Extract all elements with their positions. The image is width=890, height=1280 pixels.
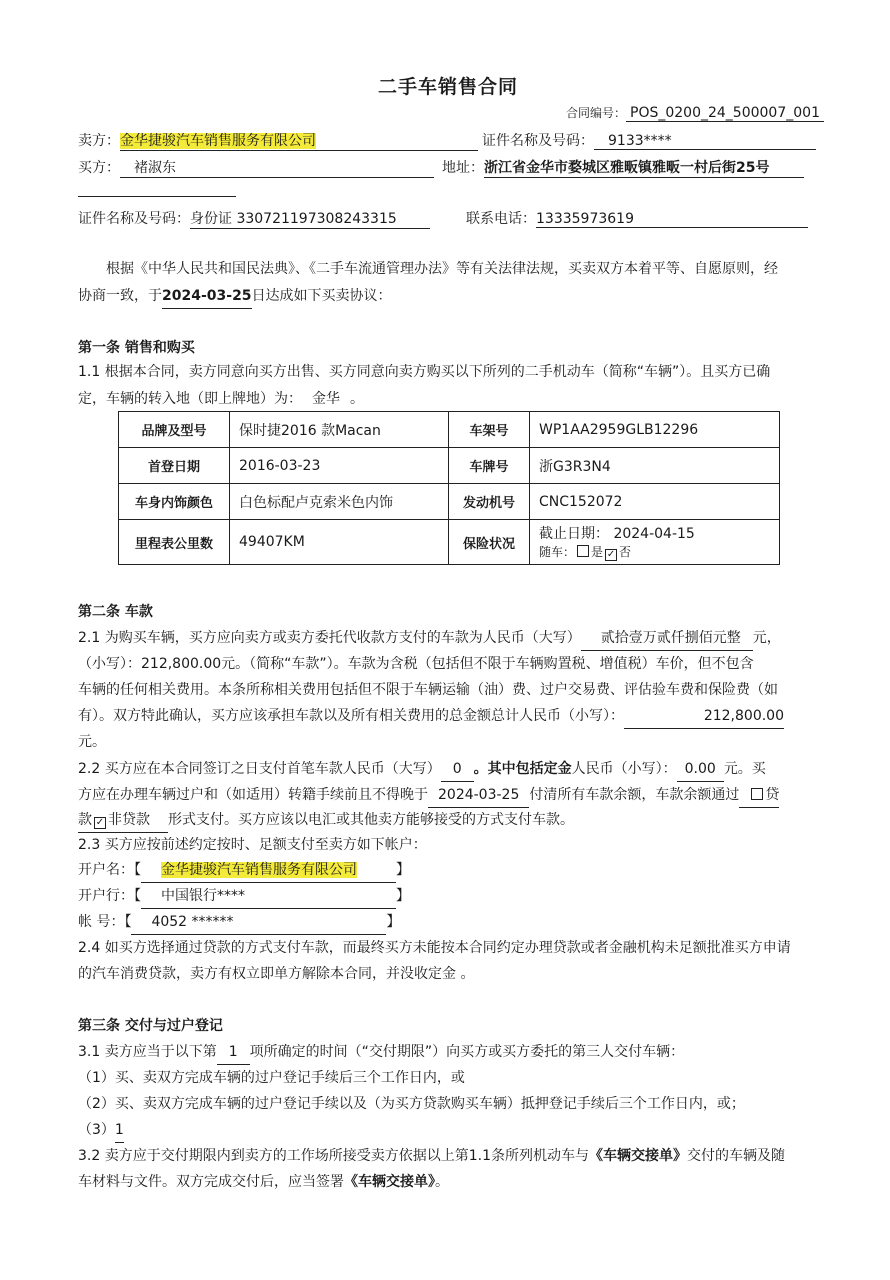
art2-p22-1: 2.2 买方应在本合同签订之日支付首笔车款人民币（大写） 0 。其中包括定金人民币（小写）： 0.00 元。买 xyxy=(78,757,766,782)
seller-row: 卖方：金华捷骏汽车销售服务有限公司 xyxy=(78,130,478,151)
intro-line-1: 根据《中华人民共和国民法典》、《二手车流通管理办法》等有关法律法规，买卖双方本着平等、自愿原则，经 xyxy=(106,261,778,277)
checkbox-checked-icon: ✓ xyxy=(95,817,105,828)
art2-p24-2: 的汽车消费贷款，卖方有权立即单方解除本合同，并没收定金 。 xyxy=(78,966,475,982)
art2-p22-3: 款 ✓ 非贷款 形式支付。买方应该以电汇或其他卖方能够接受的方式支付车款。 xyxy=(78,808,574,833)
account-name-row: 开户名：【 金华捷骏汽车销售服务有限公司 】 xyxy=(78,858,410,883)
article-2-heading: 第二条 车款 xyxy=(78,604,153,620)
buyer-address: 地址：浙江省金华市婺城区雅畈镇雅畈一村后街25号 xyxy=(442,157,804,178)
account-number-row: 帐 号：【 4052 ****** 】 xyxy=(78,910,400,935)
address-continuation-line xyxy=(78,196,236,197)
checkbox-checked-icon: ✓ xyxy=(606,549,616,560)
insurance-with-car: 随车： 是 ✓ 否 xyxy=(539,545,632,560)
seller-name: 金华捷骏汽车销售服务有限公司 xyxy=(120,130,478,151)
art2-p21-1: 2.1 为购买车辆，买方应向卖方或卖方委托代收款方支付的车款为人民币（大写） 贰拾壹万贰仟捌佰元整 元， xyxy=(78,626,781,651)
art3-opt3: （3）1 xyxy=(78,1118,124,1143)
vehicle-table xyxy=(118,411,780,565)
loan-option: 贷 xyxy=(739,783,779,808)
seller-id: 证件名称及号码： 9133**** xyxy=(482,130,816,150)
art2-p21-5: 元。 xyxy=(78,734,106,750)
art2-p21-4: 有）。双方特此确认，买方应该承担车款以及所有相关费用的总金额总计人民币（小写）： 212,800.00 xyxy=(78,704,784,729)
insurance-cell: 截止日期： 2024-04-15 随车： 是 ✓ 否 xyxy=(530,520,780,565)
page-title: 二手车销售合同 xyxy=(378,76,519,98)
article-3-heading: 第三条 交付与过户登记 xyxy=(78,1018,223,1034)
table-row: 车身内饰颜色 白色标配卢克索米色内饰 发动机号 CNC152072 xyxy=(119,484,780,520)
buyer-id: 证件名称及号码：身份证 330721197308243315 xyxy=(78,208,430,229)
art3-p32-1: 3.2 卖方应于交付期限内到卖方的工作场所接受卖方依据以上第1.1条所列机动车与《车辆交接单》交付的车辆及随 xyxy=(78,1148,785,1164)
contract-number: 合同编号： POS_0200_24_500007_001 xyxy=(566,104,824,122)
art2-p24-1: 2.4 如买方选择通过贷款的方式支付车款，而最终买方未能按本合同约定办理贷款或者金融机构未足额批准买方申请 xyxy=(78,940,791,956)
art3-p32-2: 车材料与文件。双方完成交付后，应当签署《车辆交接单》。 xyxy=(78,1174,449,1190)
art2-p22-2: 方应在办理车辆过户和（如适用）转籍手续前且不得晚于 2024-03-25 付清所有车款余额，车款余额通过 贷 xyxy=(78,783,779,808)
payment-method: 款 ✓ 非贷款 xyxy=(78,808,168,833)
art3-opt2: （2）买、卖双方完成车辆的过户登记手续以及（为买方贷款购买车辆）抵押登记手续后三个工作日内，或； xyxy=(78,1096,745,1112)
art3-p31: 3.1 卖方应当于以下第 1 项所确定的时间（“交付期限”）向买方或买方委托的第三人交付车辆： xyxy=(78,1040,684,1065)
table-row: 品牌及型号 保时捷2016 款Macan 车架号 WP1AA2959GLB12296 xyxy=(119,412,780,448)
table-row: 里程表公里数 49407KM 保险状况 截止日期： 2024-04-15 随车： 是 ✓ 否 xyxy=(119,520,780,565)
art2-p23: 2.3 买方应按前述约定按时、足额支付至卖方如下帐户： xyxy=(78,837,427,853)
checkbox-unchecked-icon xyxy=(577,545,589,557)
art1-p1: 1.1 根据本合同，卖方同意向买方出售、买方同意向卖方购买以下所列的二手机动车（简称“车辆”）。且买方已确 xyxy=(78,364,771,380)
art1-p2: 定，车辆的转入地（即上牌地）为： 金华 。 xyxy=(78,387,364,412)
buyer-row: 买方： 褚淑东 xyxy=(78,157,434,178)
art2-p21-3: 车辆的任何相关费用。本条所称相关费用包括但不限于车辆运输（油）费、过户交易费、评估验车费和保险费（如 xyxy=(78,682,778,698)
art3-opt1: （1）买、卖双方完成车辆的过户登记手续后三个工作日内，或 xyxy=(78,1070,465,1086)
article-1-heading: 第一条 销售和购买 xyxy=(78,340,195,356)
art2-p21-2: （小写）：212,800.00元。（简称“车款”）。车款为含税（包括但不限于车辆购置税、增值税）车价，但不包含 xyxy=(78,656,754,672)
table-row: 首登日期 2016-03-23 车牌号 浙G3R3N4 xyxy=(119,448,780,484)
checkbox-unchecked-icon xyxy=(751,788,763,800)
intro-line-2: 协商一致，于2024-03-25日达成如下买卖协议： xyxy=(78,284,392,309)
buyer-phone: 联系电话：13335973619 xyxy=(466,208,808,228)
bank-row: 开户行：【 中国银行**** 】 xyxy=(78,884,410,909)
